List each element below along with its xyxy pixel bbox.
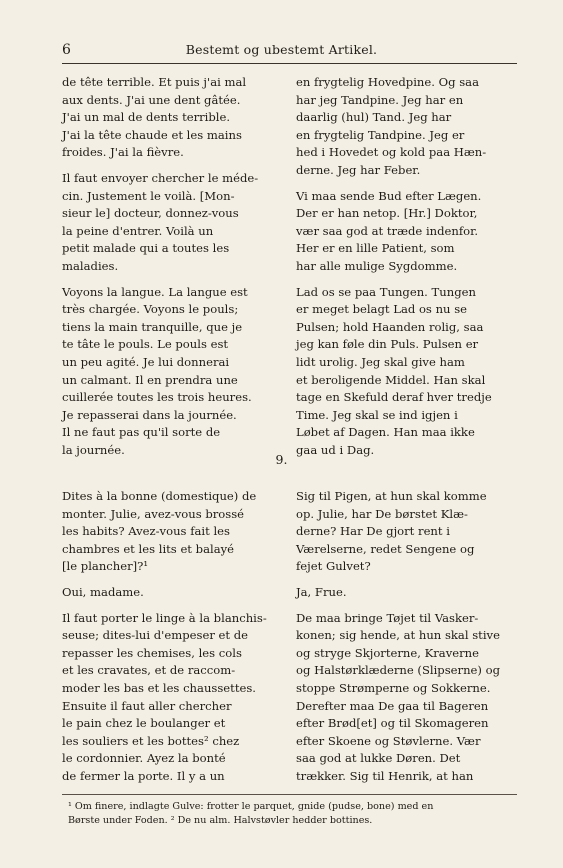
text-line: Dites à la bonne (domestique) de: [62, 489, 257, 503]
danish-column: [296, 74, 520, 467]
paragraph: [62, 284, 274, 460]
text-line: og Halstørklæderne (Slipserne) og: [296, 663, 501, 678]
text-line: og stryge Skjorterne, Kraverne: [296, 645, 479, 660]
text-line: Lad os se paa Tungen. Tungen: [296, 284, 476, 299]
text-line: aux dents. J'ai une dent gâtée.: [62, 92, 241, 107]
text-line: derne? Har De gjort rent i: [296, 524, 450, 539]
header-rule: [62, 63, 517, 64]
text-line: tiens la main tranquille, que je: [62, 319, 243, 334]
text-line: Voyons la langue. La langue est: [62, 284, 248, 299]
paragraph: [62, 610, 274, 786]
text-line: un calmant. Il en prendra une: [62, 372, 238, 387]
text-line: Il faut envoyer chercher le méde-: [62, 170, 259, 185]
text-line: Time. Jeg skal se ind igjen i: [296, 407, 458, 422]
text-line: et les cravates, et de raccom-: [62, 663, 236, 678]
text-line: tage en Skefuld deraf hver tredje: [296, 390, 492, 405]
text-line: J'ai la tête chaude et les mains: [62, 127, 242, 142]
paragraph: [296, 74, 520, 180]
text-line: lidt urolig. Jeg skal give ham: [296, 354, 465, 369]
text-line: Pulsen; hold Haanden rolig, saa: [296, 319, 484, 334]
text-line: le cordonnier. Ayez la bonté: [62, 751, 226, 766]
footnote-rule: [62, 794, 517, 795]
text-line: daarlig (hul) Tand. Jeg har: [296, 110, 452, 125]
french-column: [62, 74, 274, 467]
text-line: Der er han netop. [Hr.] Doktor,: [296, 206, 478, 221]
text-line: J'ai un mal de dents terrible.: [62, 110, 231, 125]
text-line: un peu agité. Je lui donnerai: [62, 354, 230, 369]
paragraph: [62, 584, 274, 602]
footnote-line: Børste under Foden. ² De nu alm. Halvstøvler hedder bottines.: [68, 815, 373, 826]
text-line: le pain chez le boulanger et: [62, 716, 226, 731]
text-line: Derefter maa De gaa til Bageren: [296, 698, 489, 713]
text-line: Løbet af Dagen. Han maa ikke: [296, 425, 475, 440]
text-line: jeg kan føle din Puls. Pulsen er: [296, 337, 479, 352]
text-line: te tâte le pouls. Le pouls est: [62, 337, 229, 352]
text-line: efter Brød[et] og til Skomageren: [296, 716, 489, 731]
text-line: petit malade qui a toutes les: [62, 241, 230, 256]
text-line: monter. Julie, avez-vous brossé: [62, 506, 245, 521]
text-line: cin. Justement le voilà. [Mon-: [62, 188, 235, 203]
text-line: très chargée. Voyons le pouls;: [62, 302, 239, 317]
running-head: Bestemt og ubestemt Artikel.: [185, 42, 378, 57]
danish-column: [296, 488, 520, 794]
text-line: saa god at lukke Døren. Det: [296, 751, 461, 766]
french-column: [62, 488, 274, 794]
text-line: vær saa god at træde indenfor.: [296, 223, 479, 238]
text-line: la peine d'entrer. Voilà un: [62, 223, 214, 238]
text-line: fejet Gulvet?: [296, 559, 371, 574]
text-line: Værelserne, redet Sengene og: [296, 541, 475, 556]
text-line: stoppe Strømperne og Sokkerne.: [296, 680, 491, 695]
paragraph: [296, 188, 520, 276]
text-line: Il ne faut pas qu'il sorte de: [62, 425, 221, 440]
text-line: Ja, Frue.: [296, 584, 347, 599]
text-line: har alle mulige Sygdomme.: [296, 258, 458, 273]
text-line: sieur le] docteur, donnez-vous: [62, 206, 239, 221]
paragraph: [296, 488, 520, 576]
paragraph: [62, 170, 274, 276]
text-line: gaa ud i Dag.: [296, 442, 375, 457]
text-line: Il faut porter le linge à la blanchis-: [62, 610, 267, 625]
text-line: maladies.: [62, 258, 119, 273]
footnotes: [62, 800, 517, 828]
text-line: trækker. Sig til Henrik, at han: [296, 768, 474, 783]
text-line: froides. J'ai la fièvre.: [62, 145, 184, 160]
text-line: Oui, madame.: [62, 584, 144, 599]
text-line: De maa bringe Tøjet til Vasker-: [296, 610, 479, 625]
text-line: et beroligende Middel. Han skal: [296, 372, 486, 387]
text-line: Her er en lille Patient, som: [296, 241, 455, 256]
text-line: hed i Hovedet og kold paa Hæn-: [296, 145, 487, 160]
paragraph: [296, 584, 520, 602]
paragraph: [62, 74, 274, 162]
text-line: Sig til Pigen, at hun skal komme: [296, 489, 487, 503]
page-number: 6: [62, 42, 71, 58]
paragraph: [296, 284, 520, 460]
text-line: les habits? Avez-vous fait les: [62, 524, 230, 539]
text-line: les souliers et les bottes² chez: [62, 733, 240, 748]
section-number: 9.: [275, 452, 288, 467]
footnote-line: ¹ Om finere, indlagte Gulve: frotter le parquet, gnide (pudse, bone) med en: [68, 801, 434, 812]
text-line: la journée.: [62, 442, 125, 457]
text-line: de fermer la porte. Il y a un: [62, 768, 225, 783]
text-line: de tête terrible. Et puis j'ai mal: [62, 75, 247, 89]
paragraph: [62, 488, 274, 576]
text-line: Ensuite il faut aller chercher: [62, 698, 232, 713]
text-line: chambres et les lits et balayé: [62, 541, 235, 556]
text-line: moder les bas et les chaussettes.: [62, 680, 256, 695]
text-line: efter Skoene og Støvlerne. Vær: [296, 733, 481, 748]
text-line: derne. Jeg har Feber.: [296, 162, 421, 177]
text-line: op. Julie, har De børstet Klæ-: [296, 506, 468, 521]
text-line: cuillerée toutes les trois heures.: [62, 390, 252, 405]
text-line: Je repasserai dans la journée.: [62, 407, 237, 422]
text-line: seuse; dites-lui d'empeser et de: [62, 628, 249, 643]
text-line: konen; sig hende, at hun skal stive: [296, 628, 500, 643]
text-line: en frygtelig Tandpine. Jeg er: [296, 127, 465, 142]
text-line: [le plancher]?¹: [62, 559, 149, 574]
paragraph: [296, 610, 520, 786]
text-line: en frygtelig Hovedpine. Og saa: [296, 75, 479, 89]
text-line: Vi maa sende Bud efter Lægen.: [296, 188, 482, 203]
text-line: er meget belagt Lad os nu se: [296, 302, 468, 317]
text-line: repasser les chemises, les cols: [62, 645, 242, 660]
text-line: har jeg Tandpine. Jeg har en: [296, 92, 464, 107]
